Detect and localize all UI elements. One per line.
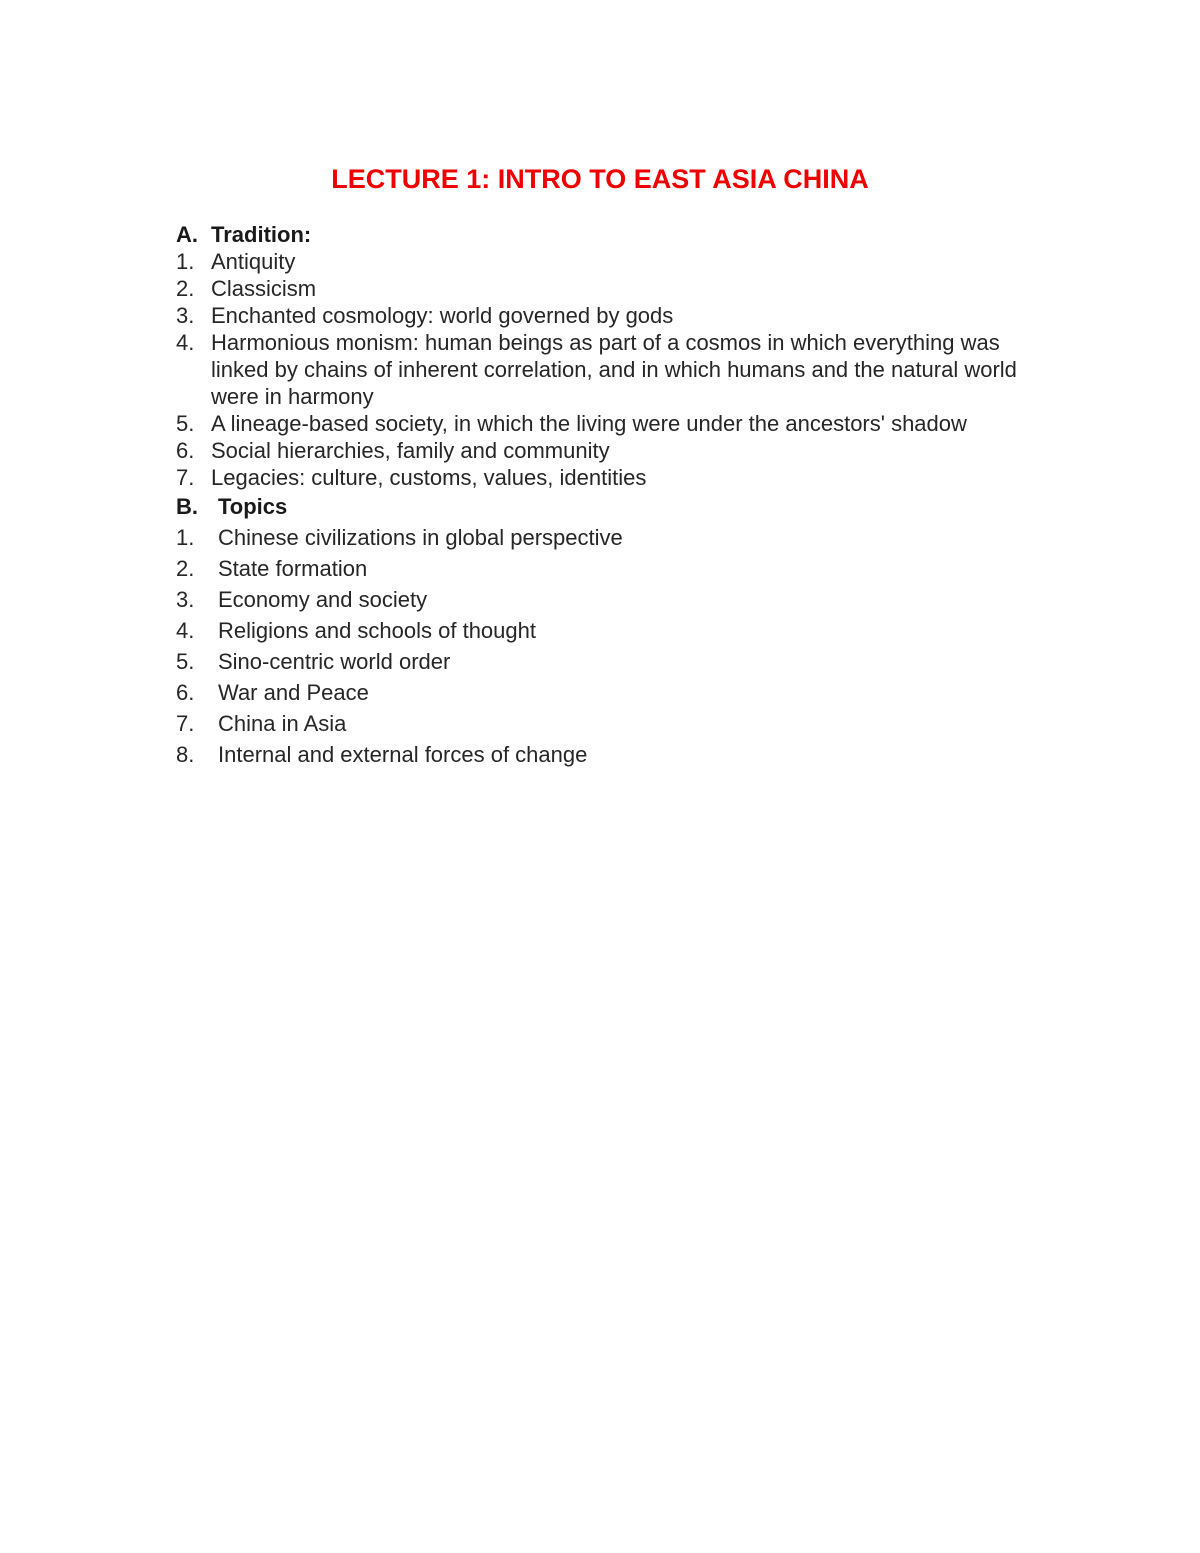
section-topics: [176, 493, 623, 770]
topics-list: [176, 522, 623, 770]
section-tradition: [176, 221, 1061, 491]
item-number: 1.: [176, 249, 195, 274]
section-marker: B.: [176, 494, 198, 519]
item-text: Economy and society: [218, 587, 428, 612]
list-item: [176, 275, 1061, 302]
item-text: Religions and schools of thought: [218, 618, 536, 643]
item-text: Classicism: [211, 276, 317, 301]
item-text: Antiquity: [211, 249, 296, 274]
section-heading: [176, 221, 1061, 248]
section-heading-text: Tradition:: [211, 222, 312, 247]
item-text: Internal and external forces of change: [218, 742, 588, 767]
list-item: [176, 522, 623, 553]
section-heading-text: Topics: [218, 494, 288, 519]
item-number: 7.: [176, 711, 195, 736]
section-heading: [176, 493, 623, 520]
item-text: War and Peace: [218, 680, 369, 705]
item-number: 6.: [176, 680, 195, 705]
section-marker: A.: [176, 222, 198, 247]
item-text: China in Asia: [218, 711, 347, 736]
list-item: [176, 302, 1061, 329]
item-number: 5.: [176, 649, 195, 674]
item-text: Chinese civilizations in global perspective: [218, 525, 623, 550]
list-item: [176, 584, 623, 615]
list-item: [176, 739, 623, 770]
item-number: 4.: [176, 618, 195, 643]
item-text: State formation: [218, 556, 368, 581]
item-number: 3.: [176, 587, 195, 612]
item-number: 4.: [176, 330, 195, 355]
item-text: A lineage-based society, in which the living were under the ancestors' shadow: [211, 411, 967, 436]
item-text: Sino-centric world order: [218, 649, 451, 674]
item-number: 1.: [176, 525, 195, 550]
item-number: 2.: [176, 556, 195, 581]
item-number: 3.: [176, 303, 195, 328]
list-item: [176, 410, 1061, 437]
item-text: Social hierarchies, family and community: [211, 438, 610, 463]
list-item: [176, 437, 1061, 464]
tradition-list: [176, 248, 1061, 491]
list-item: [176, 248, 1061, 275]
list-item: [176, 646, 623, 677]
document-title: LECTURE 1: INTRO TO EAST ASIA CHINA: [331, 164, 869, 194]
item-text: Legacies: culture, customs, values, identities: [211, 465, 647, 490]
list-item: [176, 553, 623, 584]
list-item: [176, 615, 623, 646]
list-item: [176, 329, 1061, 410]
item-text: Enchanted cosmology: world governed by gods: [211, 303, 674, 328]
item-number: 8.: [176, 742, 195, 767]
list-item: [176, 677, 623, 708]
item-text: Harmonious monism: human beings as part of a cosmos in which everything was linked by chains of inherent correlation, and in which humans and the natural world were in harmony: [211, 330, 1017, 409]
list-item: [176, 708, 623, 739]
list-item: [176, 464, 1061, 491]
item-number: 5.: [176, 411, 195, 436]
item-number: 7.: [176, 465, 195, 490]
item-number: 2.: [176, 276, 195, 301]
item-number: 6.: [176, 438, 195, 463]
